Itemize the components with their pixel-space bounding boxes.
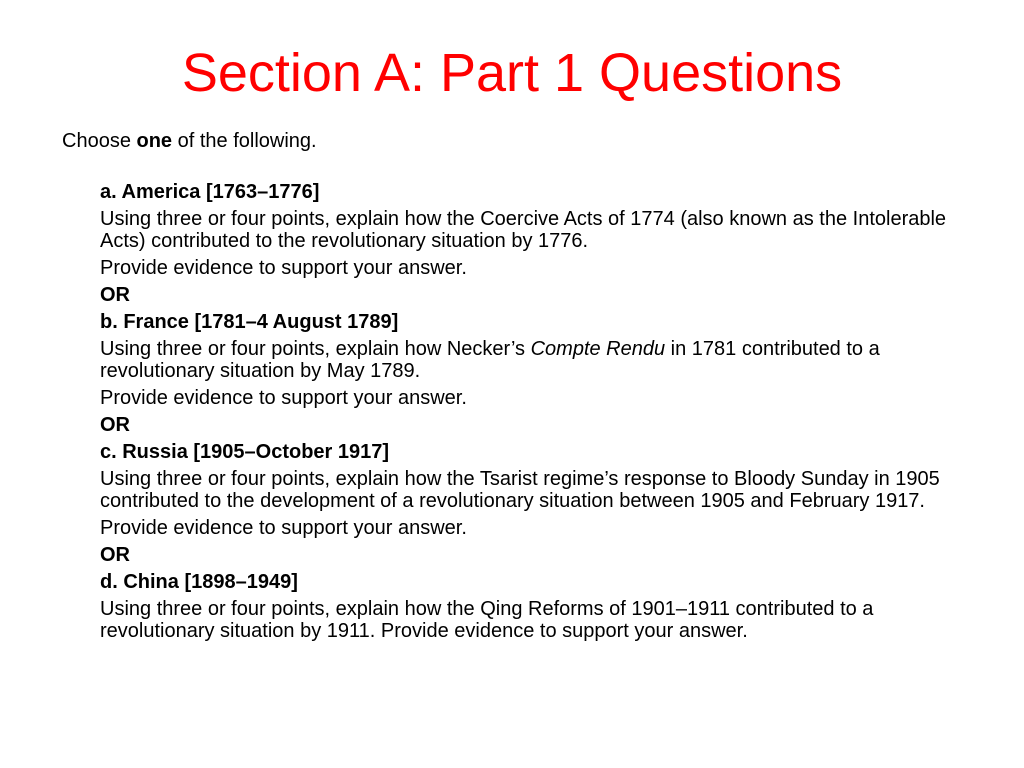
option-b-evidence: Provide evidence to support your answer. [100, 387, 467, 409]
option-a-evidence: Provide evidence to support your answer. [100, 257, 467, 279]
option-b-question-before: Using three or four points, explain how Necker’s [100, 338, 531, 360]
option-c-question: Using three or four points, explain how the Tsarist regime’s response to Bloody Sunday in 1905 contributed to the development of a revolutionary situation between 1905 and February 1917. [100, 468, 940, 512]
option-c-evidence: Provide evidence to support your answer. [100, 517, 467, 539]
intro-text-before: Choose [62, 130, 137, 152]
or-separator-3: OR [100, 544, 130, 566]
intro-text-after: of the following. [172, 130, 317, 152]
option-c-heading: c. Russia [1905–October 1917] [100, 441, 390, 463]
option-b-heading: b. France [1781–4 August 1789] [100, 311, 399, 333]
option-d-heading: d. China [1898–1949] [100, 571, 298, 593]
option-b-question-after: in 1781 contributed to a revolutionary situation by May 1789. [100, 338, 880, 382]
intro-emphasis: one [136, 130, 173, 152]
option-a-heading: a. America [1763–1776] [100, 181, 320, 203]
option-a-question: Using three or four points, explain how the Coercive Acts of 1774 (also known as the Intolerable Acts) contributed to the revolutionary situation by 1776. [100, 208, 947, 252]
option-b-question [100, 338, 970, 382]
option-d-question: Using three or four points, explain how the Qing Reforms of 1901–1911 contributed to a revolutionary situation by 1911. Provide evidence to support your answer. [100, 598, 874, 642]
option-b-question-italic: Compte Rendu [530, 338, 666, 360]
or-separator-1: OR [100, 284, 130, 306]
slide-title: Section A: Part 1 Questions [181, 43, 843, 103]
or-separator-2: OR [100, 414, 130, 436]
question-list [100, 181, 970, 642]
intro-instruction [62, 128, 317, 154]
